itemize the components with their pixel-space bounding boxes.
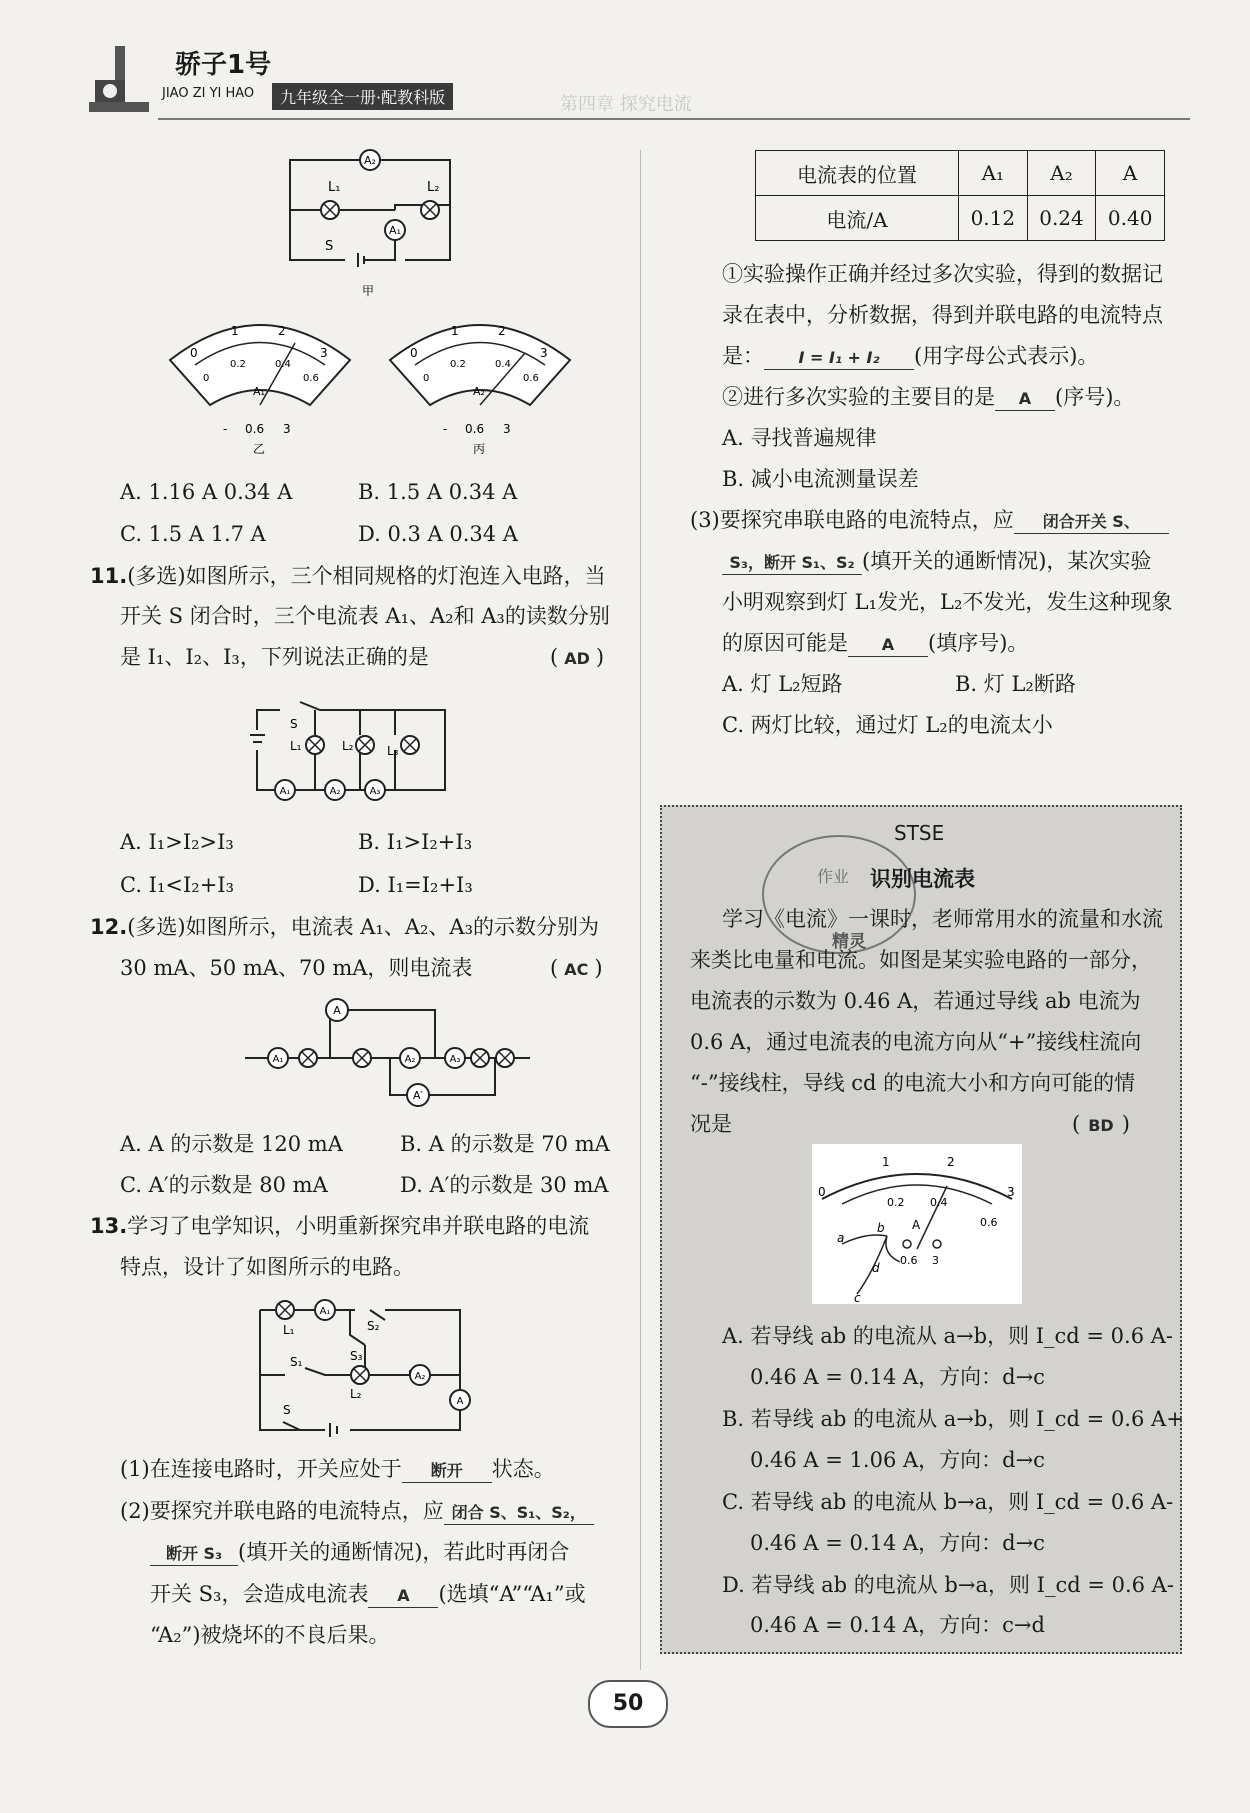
- q13-part1: [120, 1457, 555, 1483]
- q12-answer: ( AC ): [550, 956, 603, 980]
- table-row: [756, 196, 1165, 241]
- p3-option-c: C. 两灯比较，通过灯 L₂的电流太小: [722, 713, 1053, 737]
- header-rule: [158, 118, 1190, 120]
- q11-text1: (多选)如图所示，三个相同规格的灯泡连入电路，当: [127, 564, 606, 588]
- meter-bing-name: A₂: [473, 385, 485, 398]
- meter-yi-bottom-1: 0.2: [230, 359, 246, 370]
- c1-blank: [764, 344, 914, 370]
- table-row: [756, 151, 1165, 196]
- meter-yi-top-2: 2: [278, 324, 286, 338]
- q11-s-label: S: [290, 717, 298, 731]
- meter-bing-top-2: 2: [498, 324, 506, 338]
- stse-option-b-2: 0.46 A = 1.06 A，方向：d→c: [750, 1448, 1045, 1472]
- p3-answer2: S₃，断开 S₁、S₂: [729, 553, 855, 572]
- q12-option-c: C. A′的示数是 80 mA: [120, 1173, 328, 1197]
- q13-p2-blank2: [150, 1540, 238, 1566]
- table-cell: 0.12: [959, 196, 1028, 241]
- meter-yi-bottom-2: 0.4: [275, 359, 291, 370]
- q11-option-c: C. I₁<I₂+I₃: [120, 873, 235, 897]
- q12-a-label: A: [333, 1004, 341, 1017]
- c1-line2: 录在表中，分析数据，得到并联电路的电流特点: [722, 303, 1163, 327]
- c2-option-b: B. 减小电流测量误差: [722, 467, 919, 491]
- q13-p2-answer1: 闭合 S、S₁、S₂，: [451, 1503, 586, 1522]
- q11-line3: 是 I₁、I₂、I₃，下列说法正确的是: [120, 645, 429, 669]
- meter-bing-bottom-0: 0: [423, 373, 430, 384]
- q13-s1-label: S₁: [290, 1355, 303, 1369]
- stse-answer: ( BD ): [1072, 1112, 1130, 1136]
- q11-l3-label: L₃: [387, 744, 399, 758]
- q10-option-a: A. 1.16 A 0.34 A: [120, 480, 293, 504]
- stse-meter-top-2: 2: [947, 1155, 955, 1169]
- stse-wire-a: a: [837, 1231, 845, 1245]
- stse-line6: 况是: [690, 1112, 732, 1136]
- q10-circuit-a2-label: A₂: [364, 154, 376, 167]
- q13-p2-text: (2)要探究并联电路的电流特点，应: [120, 1499, 444, 1523]
- p3-line4-pre: 的原因可能是: [722, 631, 848, 655]
- stse-meter-terminal-3: 3: [932, 1254, 939, 1267]
- q13-p1-blank: [402, 1457, 492, 1483]
- column-divider: [640, 150, 641, 1670]
- stse-wire-c: c: [854, 1291, 861, 1304]
- meter-yi-terminal-neg: -: [223, 422, 228, 436]
- label-bing: 丙: [473, 442, 486, 456]
- stse-tag: STSE: [894, 821, 945, 845]
- stse-meter-top-0: 0: [818, 1185, 826, 1199]
- q12-a2-label: A₂: [404, 1054, 416, 1065]
- meter-yi-top-1: 1: [231, 324, 239, 338]
- q12-option-a: A. A 的示数是 120 mA: [120, 1132, 343, 1156]
- p3-line3: 小明观察到灯 L₁发光，L₂不发光，发生这种现象: [722, 590, 1173, 614]
- meter-yi-bottom-3: 0.6: [303, 373, 319, 384]
- meter-bing-top-3: 3: [540, 346, 548, 360]
- q12-circuit-figure: [240, 995, 540, 1115]
- c2-answer: A: [1018, 389, 1032, 408]
- meter-bing-terminal-3: 3: [503, 422, 511, 436]
- table-cell: 0.24: [1027, 196, 1096, 241]
- p3-line4: [722, 631, 1028, 657]
- q12-ap-label: A′: [412, 1089, 424, 1102]
- stse-option-b-1: B. 若导线 ab 的电流从 a→b，则 I_cd = 0.6 A+: [722, 1407, 1184, 1431]
- q12-text1: (多选)如图所示，电流表 A₁、A₂、A₃的示数分别为: [127, 915, 600, 939]
- p3-blank3: [848, 631, 928, 657]
- stse-line5: “-”接线柱，导线 cd 的电流大小和方向可能的情: [690, 1071, 1136, 1095]
- q11-circuit-figure: [245, 690, 475, 815]
- stse-line4: 0.6 A，通过电流表的电流方向从“+”接线柱流向: [690, 1030, 1142, 1054]
- header: [80, 40, 1190, 122]
- q11-a2-label: A₂: [329, 786, 341, 797]
- stse-option-d-2: 0.46 A = 0.14 A，方向：c→d: [750, 1613, 1045, 1637]
- q12-a3-label: A₃: [449, 1054, 461, 1065]
- stse-answer-value: BD: [1088, 1116, 1114, 1135]
- stse-box: [660, 805, 1182, 1654]
- q13-part2-line3: [150, 1582, 586, 1608]
- q11-a1-label: A₁: [279, 786, 291, 797]
- q10-option-d: D. 0.3 A 0.34 A: [358, 522, 518, 546]
- p3-option-b: B. 灯 L₂断路: [955, 672, 1076, 696]
- q10-meter-bing: [385, 305, 575, 460]
- table-cell: 电流/A: [756, 196, 959, 241]
- q13-s3-label: S₃: [350, 1349, 363, 1363]
- q10-label-jia: 甲: [362, 284, 375, 298]
- q11-option-a: A. I₁>I₂>I₃: [120, 830, 234, 854]
- current-data-table: [755, 150, 1165, 241]
- stse-ammeter-figure: [812, 1144, 1022, 1304]
- c1-line3: [722, 344, 1098, 370]
- q12-a1-label: A₁: [272, 1054, 284, 1065]
- stse-wire-d: d: [872, 1261, 880, 1275]
- stse-option-d-1: D. 若导线 ab 的电流从 b→a，则 I_cd = 0.6 A-: [722, 1573, 1174, 1597]
- q10-meter-yi: [165, 305, 355, 460]
- c2-post: (序号)。: [1055, 385, 1135, 409]
- q12-number: 12.: [90, 915, 128, 939]
- q11-answer-value: AD: [564, 649, 590, 668]
- stse-line1: 学习《电流》一课时，老师常用水的流量和水流: [722, 907, 1163, 931]
- q12-answer-value: AC: [564, 960, 589, 979]
- q11-a3-label: A₃: [369, 786, 381, 797]
- stse-line3: 电流表的示数为 0.46 A，若通过导线 ab 电流为: [690, 989, 1141, 1013]
- c2-pre: ②进行多次实验的主要目的是: [722, 385, 995, 409]
- q11-line2: 开关 S 闭合时，三个电流表 A₁、A₂和 A₃的读数分别: [120, 604, 610, 628]
- q13-line1: [90, 1214, 589, 1239]
- meter-bing-bottom-3: 0.6: [523, 373, 539, 384]
- stse-meter-terminal-06: 0.6: [900, 1254, 918, 1267]
- q13-s-label: S: [283, 1403, 291, 1417]
- c1-line3-pre: 是：: [722, 344, 764, 368]
- q11-l2-label: L₂: [342, 739, 354, 753]
- c2-line: [722, 385, 1134, 411]
- meter-yi-top-3: 3: [320, 346, 328, 360]
- q12-option-d: D. A′的示数是 30 mA: [400, 1173, 609, 1197]
- q10-circuit-l2-label: L₂: [427, 180, 440, 195]
- q13-part2-line1: [120, 1499, 594, 1525]
- q10-circuit-l1-label: L₁: [328, 180, 341, 195]
- table-cell: A: [1096, 151, 1165, 196]
- stse-meter-bottom-06: 0.6: [980, 1216, 998, 1229]
- q10-circuit-a1-label: A₁: [389, 224, 401, 237]
- c2-blank: [995, 385, 1055, 411]
- stse-option-a-2: 0.46 A = 0.14 A，方向：d→c: [750, 1365, 1045, 1389]
- chapter-title: 第四章 探究电流: [560, 94, 692, 115]
- p3-option-a: A. 灯 L₂短路: [722, 672, 843, 696]
- q12-line1: [90, 915, 599, 940]
- q13-p2-answer3: A: [397, 1586, 410, 1605]
- stse-meter-top-1: 1: [882, 1155, 890, 1169]
- meter-bing-bottom-2: 0.4: [495, 359, 511, 370]
- q13-text1: 学习了电学知识，小明重新探究串并联电路的电流: [127, 1214, 590, 1238]
- label-yi: 乙: [253, 442, 266, 456]
- p3-mid: (填开关的通断情况)，某次实验: [862, 549, 1152, 573]
- meter-bing-terminal-neg: -: [443, 422, 448, 436]
- stse-meter-bottom-02: 0.2: [887, 1196, 905, 1209]
- meter-yi-terminal-3: 3: [283, 422, 291, 436]
- p3-pre: (3)要探究串联电路的电流特点，应: [690, 508, 1014, 532]
- q11-line1: [90, 564, 606, 589]
- p3-blank2: [722, 549, 862, 575]
- q13-l1-label: L₁: [283, 1323, 295, 1337]
- q13-a2-label: A₂: [414, 1371, 426, 1382]
- q10-circuit-figure: [270, 145, 460, 300]
- meter-bing-terminal-06: 0.6: [465, 422, 485, 436]
- stse-meter-name: A: [912, 1218, 921, 1232]
- q13-a1-label: A₁: [319, 1306, 331, 1317]
- stse-line2: 来类比电量和电流。如图是某实验电路的一部分，: [690, 948, 1152, 972]
- stse-meter-top-3: 3: [1007, 1185, 1015, 1199]
- q13-p1-text-post: 状态。: [491, 1457, 555, 1481]
- q13-s2-label: S₂: [367, 1319, 380, 1333]
- q13-part2-line4: “A₂”)被烧坏的不良后果。: [150, 1623, 390, 1647]
- p3-answer3: A: [881, 635, 895, 654]
- stse-option-c-1: C. 若导线 ab 的电流从 b→a，则 I_cd = 0.6 A-: [722, 1490, 1174, 1514]
- table-cell: A₂: [1027, 151, 1096, 196]
- q13-l2-label: L₂: [350, 1387, 362, 1401]
- q13-p2-blank3: [368, 1582, 438, 1608]
- q10-option-c: C. 1.5 A 1.7 A: [120, 522, 266, 546]
- q11-answer: ( AD ): [550, 645, 605, 669]
- edition-label: 九年级全一册·配教科版: [272, 83, 453, 110]
- q11-option-d: D. I₁=I₂+I₃: [358, 873, 473, 897]
- q13-a-label: A: [456, 1396, 464, 1407]
- meter-yi-bottom-0: 0: [203, 373, 210, 384]
- brand-pinyin: JIAO ZI YI HAO: [162, 86, 255, 101]
- table-cell: 0.40: [1096, 196, 1165, 241]
- p3-line2: [722, 549, 1151, 575]
- q10-circuit-s-label: S: [325, 239, 334, 254]
- q11-number: 11.: [90, 564, 128, 588]
- meter-yi-terminal-06: 0.6: [245, 422, 265, 436]
- q10-option-b: B. 1.5 A 0.34 A: [358, 480, 518, 504]
- q13-p2-line3-post: (选填“A”“A₁”或: [438, 1582, 586, 1606]
- meter-bing-top-0: 0: [410, 346, 418, 360]
- page-number-badge: [588, 1680, 668, 1728]
- stse-title: 识别电流表: [870, 866, 975, 891]
- microscope-logo-icon: [85, 44, 155, 116]
- q11-l1-label: L₁: [290, 739, 302, 753]
- table-cell: A₁: [959, 151, 1028, 196]
- q13-p2-answer2: 断开 S₃: [165, 1544, 223, 1563]
- p3-line1: [690, 508, 1169, 534]
- stse-option-c-2: 0.46 A = 0.14 A，方向：d→c: [750, 1531, 1045, 1555]
- q13-p1-answer: 断开: [430, 1461, 463, 1480]
- q13-p1-text: (1)在连接电路时，开关应处于: [120, 1457, 402, 1481]
- table-cell: 电流表的位置: [756, 151, 959, 196]
- c2-option-a: A. 寻找普遍规律: [722, 426, 877, 450]
- meter-bing-top-1: 1: [451, 324, 459, 338]
- q13-p2-blank1: [444, 1499, 594, 1525]
- q11-option-b: B. I₁>I₂+I₃: [358, 830, 473, 854]
- meter-bing-bottom-1: 0.2: [450, 359, 466, 370]
- stse-option-a-1: A. 若导线 ab 的电流从 a→b，则 I_cd = 0.6 A-: [722, 1324, 1174, 1348]
- c1-line3-post: (用字母公式表示)。: [914, 344, 1099, 368]
- meter-yi-top-0: 0: [190, 346, 198, 360]
- q13-circuit-figure: [255, 1290, 485, 1440]
- q12-option-b: B. A 的示数是 70 mA: [400, 1132, 610, 1156]
- p3-line4-post: (填序号)。: [928, 631, 1029, 655]
- p3-answer1: 闭合开关 S、: [1042, 512, 1140, 531]
- brand-title: 骄子1号: [175, 50, 272, 80]
- q13-line2: 特点，设计了如图所示的电路。: [120, 1255, 414, 1279]
- c1-line1: ①实验操作正确并经过多次实验，得到的数据记: [722, 262, 1163, 286]
- stse-stamp-text-2: 精灵: [832, 932, 866, 952]
- stse-meter-bottom-04: 0.4: [930, 1196, 948, 1209]
- c1-answer: I = I₁ + I₂: [798, 348, 880, 367]
- meter-yi-name: A₁: [253, 385, 265, 398]
- q13-part2-line2: [150, 1540, 569, 1566]
- q12-line2: 30 mA、50 mA、70 mA，则电流表: [120, 956, 473, 980]
- q13-p2-line3-pre: 开关 S₃，会造成电流表: [150, 1582, 369, 1606]
- stse-stamp-text-1: 作业: [817, 867, 850, 886]
- stse-wire-b: b: [877, 1221, 885, 1235]
- page-number: 50: [612, 1691, 644, 1716]
- q13-p2-text-mid: (填开关的通断情况)，若此时再闭合: [238, 1540, 570, 1564]
- p3-blank1: [1014, 508, 1169, 534]
- q13-number: 13.: [90, 1214, 128, 1238]
